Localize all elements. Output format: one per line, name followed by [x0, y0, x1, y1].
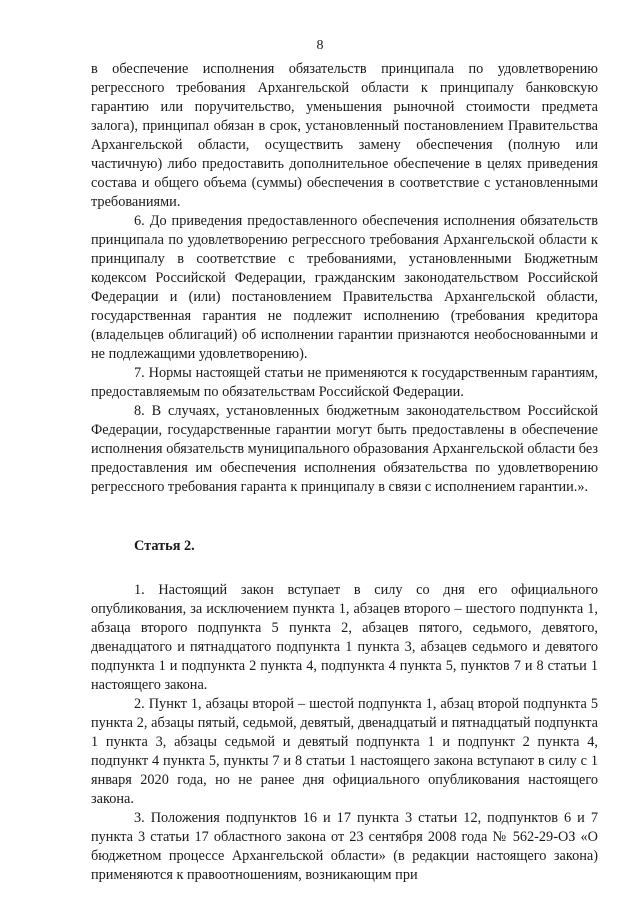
paragraph-item-6: 6. До приведения предоставленного обеспечения исполнения обязательств принципала по удовлетворению регрессного требования Архангельской области к принципалу в соответствие с требованиями, установленными Бюджетным кодексом Российской Федерации, гражданским законодательством Российской Федерации и (или) постановлением Правительства Архангельской области, государственная гарантия не подлежит исполнению (требования кредитора (владельцев облигаций) об исполнении гарантии признаются необоснованными и не подлежащими удовлетворению).: [91, 213, 598, 362]
paragraph-continuation: в обеспечение исполнения обязательств принципала по удовлетворению регрессного требования Архангельской области к принципалу банковскую гарантию или поручительство, уменьшения рыночной стоимости предмета залога), принципал обязан в срок, установленный постановлением Правительства Архангельской области, осуществить замену обеспечения (полную или частичную) либо предоставить дополнительное обеспечение в целях приведения состава и общего объема (суммы) обеспечения в соответствие с установленными требованиями.: [91, 61, 598, 210]
paragraph-item-7: 7. Нормы настоящей статьи не применяются к государственным гарантиям, предоставляемым по обязательствам Российской Федерации.: [91, 365, 598, 400]
page-number: 8: [316, 38, 324, 53]
article-paragraph-1: 1. Настоящий закон вступает в силу со дня его официального опубликования, за исключением пункта 1, абзацев второго – шестого подпункта 1, абзаца второго подпункта 5 пункта 2, абзацев пятого, седьмого, девятого, двенадцатого и пятнадцатого подпункта 1 пункта 3, абзацев седьмого и девятого подпункта 1 и подпункта 2 пункта 4, подпункта 4 пункта 5, пунктов 7 и 8 статьи 1 настоящего закона.: [91, 582, 598, 693]
spacer: [91, 556, 598, 581]
paragraph-item-8: 8. В случаях, установленных бюджетным законодательством Российской Федерации, государственные гарантии могут быть предоставлены в обеспечение исполнения обязательств муниципального образования Архангельской области без предоставления им обеспечения исполнения обязательства по удовлетворению регрессного требования гаранта к принципалу в связи с исполнением гарантии.».: [91, 403, 598, 495]
document-body: [91, 60, 598, 885]
article-heading: Статья 2.: [134, 538, 195, 554]
article-paragraph-2: 2. Пункт 1, абзацы второй – шестой подпункта 1, абзац второй подпункта 5 пункта 2, абзацы пятый, седьмой, девятый, двенадцатый и пятнадцатый подпункта 1 пункта 3, абзацы седьмой и девятый подпункта 1 и подпункт 2 пункта 4, подпункт 4 пункта 5, пункты 7 и 8 статьи 1 настоящего закона вступают в силу с 1 января 2020 года, но не ранее дня официального опубликования настоящего закона.: [91, 696, 598, 807]
article-paragraph-3: 3. Положения подпунктов 16 и 17 пункта 3 статьи 12, подпунктов 6 и 7 пункта 3 статьи 17 областного закона от 23 сентября 2008 года № 562-29-ОЗ «О бюджетном процессе Архангельской области» (в редакции настоящего закона) применяются к правоотношениям, возникающим при: [91, 810, 598, 883]
